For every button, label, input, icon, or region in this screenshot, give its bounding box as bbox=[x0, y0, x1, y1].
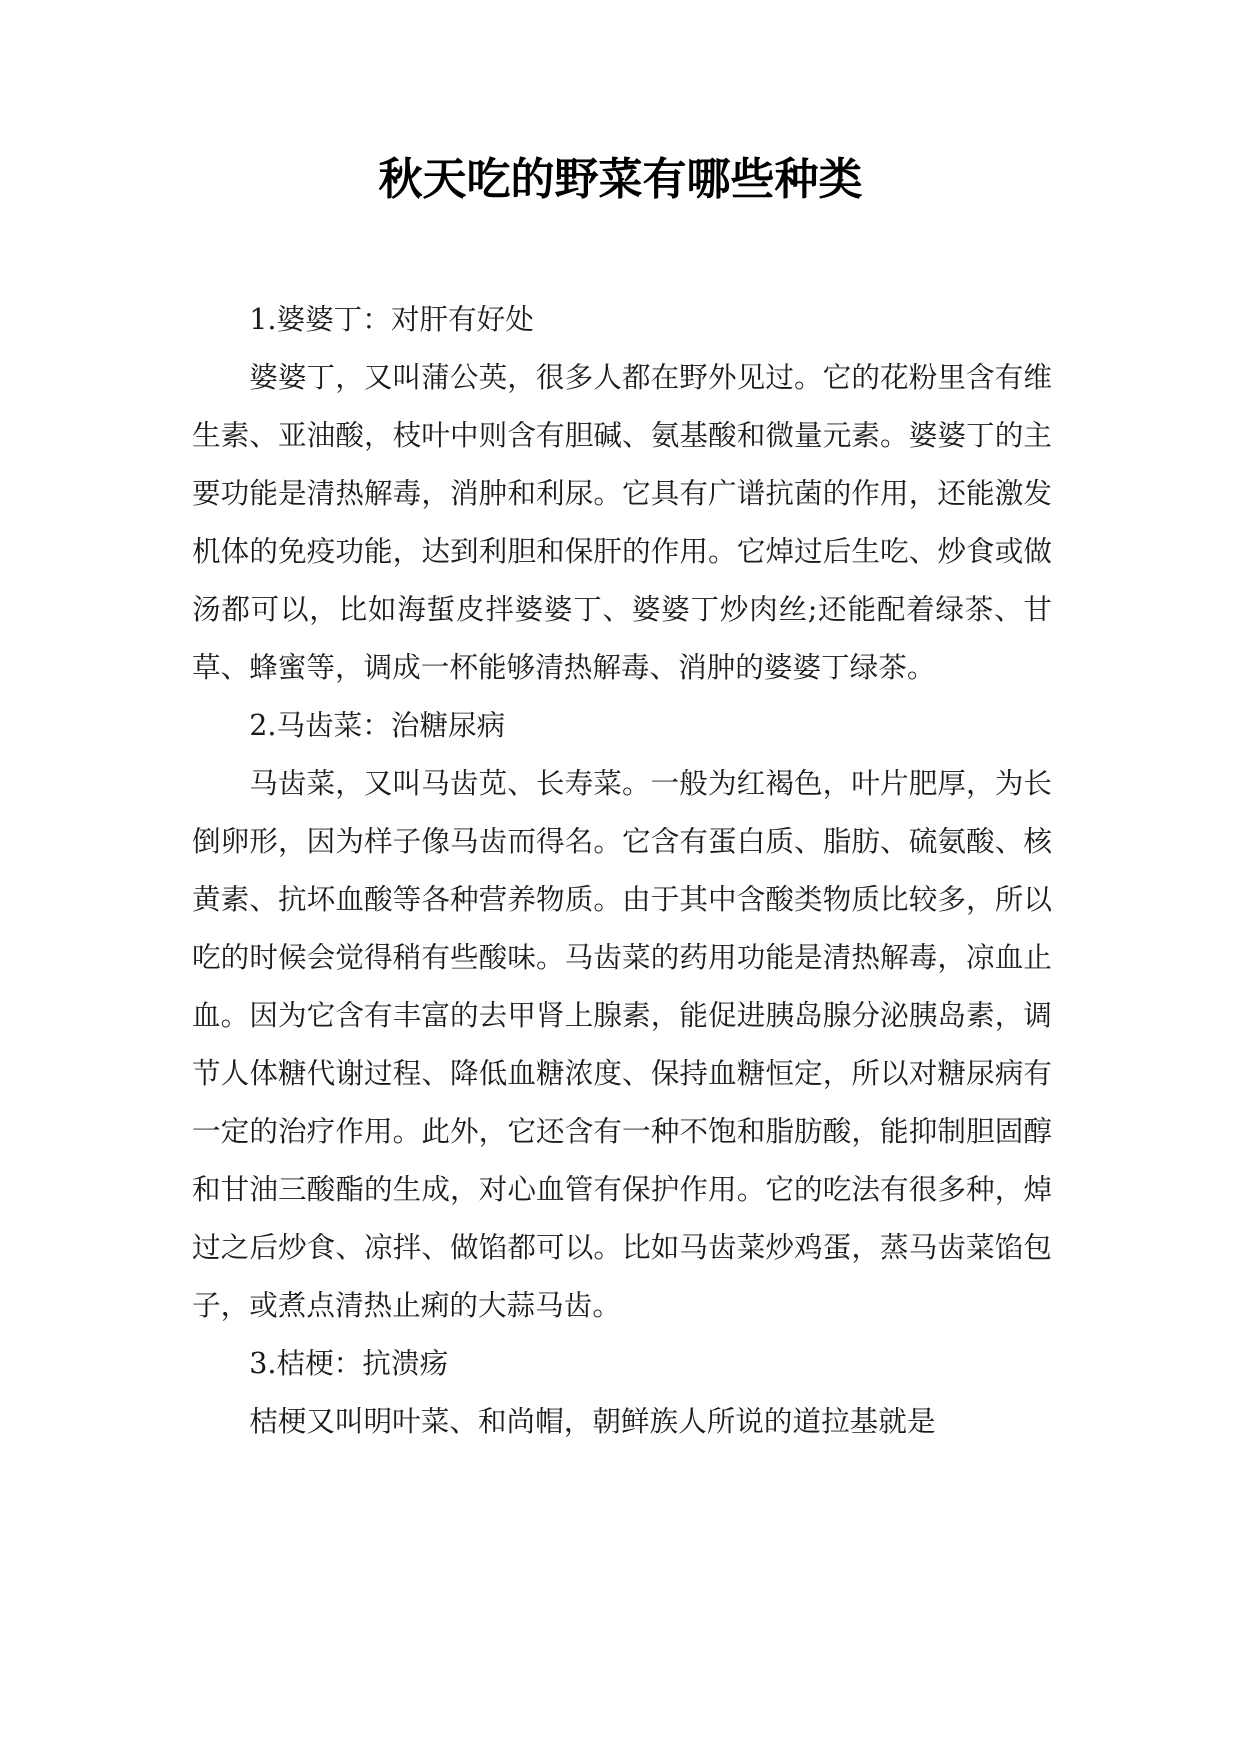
paragraph-2: 马齿菜，又叫马齿苋、长寿菜。一般为红褐色，叶片肥厚，为长倒卵形，因为样子像马齿而得名。它含有蛋白质、脂肪、硫氨酸、核黄素、抗坏血酸等各种营养物质。由于其中含酸类物质比较多，所以吃的时候会觉得稍有些酸味。马齿菜的药用功能是清热解毒，凉血止血。因为它含有丰富的去甲肾上腺素，能促进胰岛腺分泌胰岛素，调节人体糖代谢过程、降低血糖浓度、保持血糖恒定，所以对糖尿病有一定的治疗作用。此外，它还含有一种不饱和脂肪酸，能抑制胆固醇和甘油三酸酯的生成，对心血管有保护作用。它的吃法有很多种，焯过之后炒食、凉拌、做馅都可以。比如马齿菜炒鸡蛋，蒸马齿菜馅包子，或煮点清热止痢的大蒜马齿。 bbox=[192, 766, 1052, 1322]
document-body bbox=[192, 290, 1052, 1450]
section-heading-2: 2.马齿菜：治糖尿病 bbox=[249, 708, 506, 742]
section-heading-1: 1.婆婆丁：对肝有好处 bbox=[249, 302, 534, 336]
paragraph-3: 桔梗又叫明叶菜、和尚帽，朝鲜族人所说的道拉基就是 bbox=[249, 1404, 936, 1438]
document-title: 秋天吃的野菜有哪些种类 bbox=[378, 154, 863, 205]
section-heading-3: 3.桔梗：抗溃疡 bbox=[249, 1346, 449, 1380]
paragraph-1: 婆婆丁，又叫蒲公英，很多人都在野外见过。它的花粉里含有维生素、亚油酸，枝叶中则含有胆碱、氨基酸和微量元素。婆婆丁的主要功能是清热解毒，消肿和利尿。它具有广谱抗菌的作用，还能激发机体的免疫功能，达到利胆和保肝的作用。它焯过后生吃、炒食或做汤都可以，比如海蜇皮拌婆婆丁、婆婆丁炒肉丝;还能配着绿茶、甘草、蜂蜜等，调成一杯能够清热解毒、消肿的婆婆丁绿茶。 bbox=[192, 360, 1052, 684]
